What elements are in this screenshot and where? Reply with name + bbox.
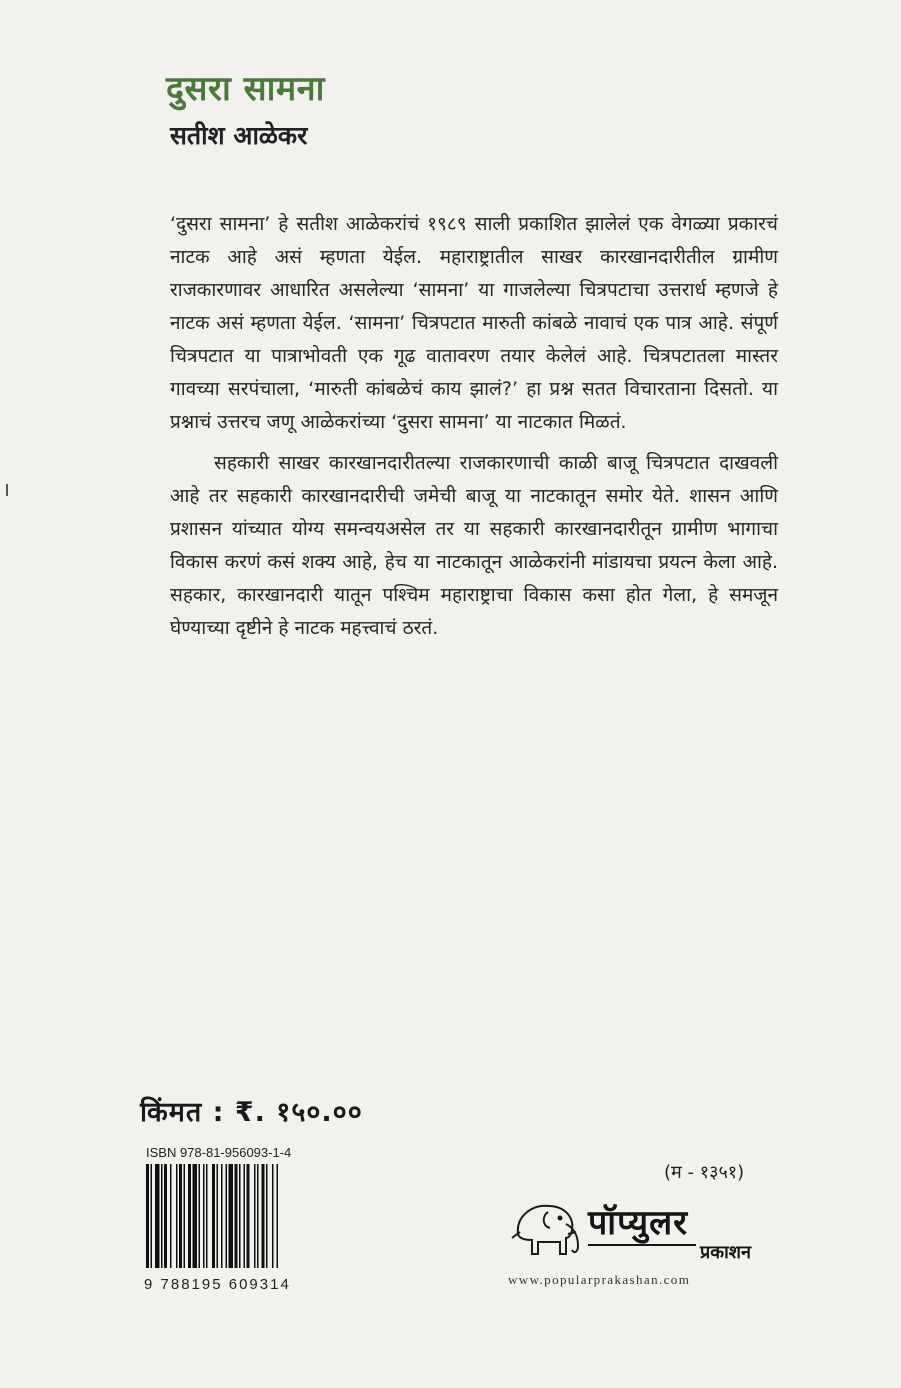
publisher-name: पॉप्युलर bbox=[588, 1203, 689, 1243]
blurb-paragraph-2: सहकारी साखर कारखानदारीतल्या राजकारणाची काळी बाजू चित्रपटात दाखवली आहे तर सहकारी कारखानदारीची जमेची बाजू या नाटकातून समोर येते. शासन आणि प्रशासन यांच्यात योग्य समन्वयअसेल तर या सहकारी कारखानदारीतून ग्रामीण भागाचा विकास करणं कसं शक्य आहे, हेच या नाटकातून आळेकरांनी मांडायचा प्रयत्न केला आहे. सहकार, कारखानदारी यातून पश्चिम महाराष्ट्राचा विकास कसा होत गेला, हे समजून घेण्याच्या दृष्टीने हे नाटक महत्त्वाचं ठरतं. bbox=[170, 452, 778, 639]
blurb-paragraph-1: ‘दुसरा सामना’ हे सतीश आळेकरांचं १९८९ साली प्रकाशित झालेलं एक वेगळ्या प्रकारचं नाटक आहे असं म्हणता येईल. महाराष्ट्रातील साखर कारखानदारीतील ग्रामीण राजकारणावर आधारित असलेल्या ‘सामना’ या गाजलेल्या चित्रपटाचा उत्तरार्ध म्हणजे हे नाटक असं म्हणता येईल. ‘सामना’ चित्रपटात मारुती कांबळे नावाचं एक पात्र आहे. संपूर्ण चित्रपटात या पात्राभोवती एक गूढ वातावरण तयार केलेलं आहे. चित्रपटातला मास्तर गावच्या सरपंचाला, ‘मारुती कांबळेचं काय झालं?’ हा प्रश्न सतत विचारताना दिसतो. या प्रश्नाचं उत्तरच जणू आळेकरांच्या ‘दुसरा सामना’ या नाटकात मिळतं. bbox=[170, 213, 778, 433]
barcode-number: 9 788195 609314 bbox=[144, 1276, 291, 1293]
blurb bbox=[170, 208, 778, 653]
book-title: दुसरा सामना bbox=[166, 69, 325, 109]
edge-mark bbox=[6, 484, 8, 496]
publisher-sub: प्रकाशन bbox=[700, 1242, 751, 1263]
book-author: सतीश आळेकर bbox=[170, 121, 308, 150]
logo-rule bbox=[588, 1244, 696, 1246]
publication-code: (म - १३५१) bbox=[664, 1162, 745, 1183]
publisher-website: www.popularprakashan.com bbox=[508, 1272, 691, 1287]
isbn-label: ISBN 978-81-956093-1-4 bbox=[146, 1145, 292, 1160]
elephant-icon bbox=[508, 1194, 588, 1264]
price: किंमत : ₹. १५०.०० bbox=[140, 1097, 363, 1128]
barcode bbox=[146, 1164, 318, 1268]
